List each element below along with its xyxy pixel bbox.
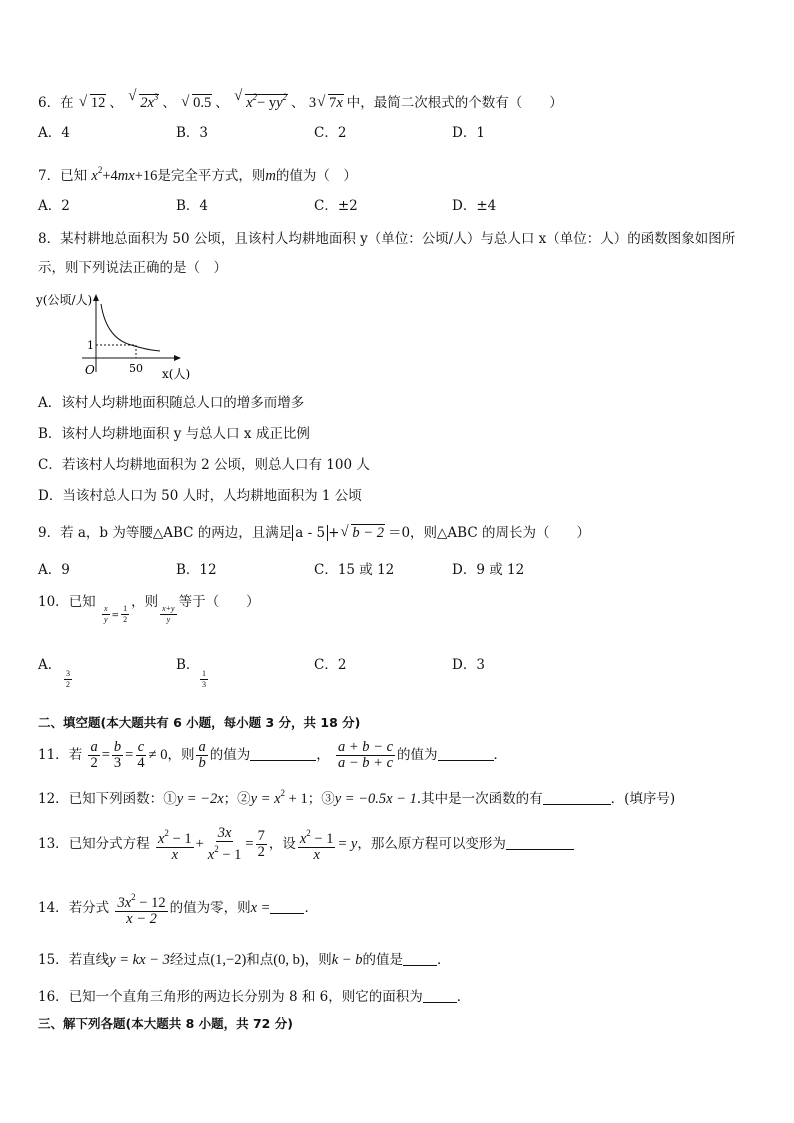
radical: √ $x^2- yy^2$ [234,87,290,113]
math-op: +16 [134,168,158,184]
question-text: 若 a，b 为等腰△ABC 的两边，且满足 [60,525,293,541]
answer-blank[interactable] [506,835,574,850]
y-tick-1: 1 [87,339,94,352]
question-text: 已知分式方程 [68,836,150,852]
question-text: 的值是 [362,952,403,968]
option-a: A．该村人均耕地面积随总人口的增多而增多 [38,395,305,411]
question-number: 10． [38,594,69,610]
section-3-heading: 三、解下列各题(本大题共 8 小题，共 72 分) [38,1016,293,1031]
radical: √ b − 2 [340,523,387,543]
fraction-abc: $\frac{a + b - c}{a - b + c}$ [338,739,394,771]
question-text: ，则 [131,594,159,610]
origin-label: O [85,363,95,377]
circled-3: ③ [321,791,335,807]
option-c: C．2 [314,657,347,673]
math-op: +4 [102,168,118,184]
function-3: y = −0.5x − 1 [334,791,417,807]
option-d: D．当该村总人口为 50 人时，人均耕地面积为 1 公顷 [38,488,362,504]
option-a: A．9 [38,562,70,578]
option-d: D．3 [452,657,485,673]
question-text: 已知 [60,168,88,184]
graph-x-label: x(人) [162,367,191,381]
option-c: C．15 或 12 [314,562,395,578]
question-text: 的值为 [209,747,251,763]
question-text: 已知下列函数： [68,791,164,807]
question-13 [38,826,574,862]
question-text: 已知 [68,594,96,610]
y-axis-arrow [93,294,99,301]
absolute-value: a - 5 [292,525,328,541]
math-op: + [195,836,204,852]
fraction-a-over-b: $\frac{a}{b}$ [198,739,206,771]
option-a: A．4 [38,125,70,141]
question-8 [38,229,735,249]
fraction-eq-2: $\frac{3x}{x^2 - 1}$ [207,825,242,863]
fraction-7-2: $\frac{7}{2}$ [257,828,265,860]
question-number: 15． [38,952,69,968]
period: ． [436,952,451,968]
question-text: ，那么原方程可以变形为 [357,836,506,852]
answer-blank[interactable] [250,746,316,761]
question-text: 是完全平方式，则 [157,168,266,184]
question-text: 若直线 [68,952,110,968]
question-number: 14． [38,900,69,916]
period: ． [456,989,471,1005]
question-8-line2: 示，则下列说法正确的是（ ） [38,260,227,276]
question-number: 12． [38,791,69,807]
answer-blank[interactable] [423,988,457,1003]
question-number: 7． [38,168,61,184]
math-var: m [265,168,276,184]
question-number: 16． [38,989,69,1005]
question-text: ， [316,747,330,763]
coefficient: 3 [308,95,317,111]
function-2: y = x [250,791,281,807]
question-text: ，则 [167,747,195,763]
option-c: C．±2 [314,198,358,214]
option-b: B．4 [176,198,209,214]
question-text: 若分式 [68,900,110,916]
answer-blank[interactable] [270,899,304,914]
point-1: (1,−2) [210,952,247,968]
question-number: 11． [38,747,69,763]
option-c: C．若该村人均耕地面积为 2 公顷，则总人口有 100 人 [38,457,370,473]
question-text: ，设 [268,836,296,852]
question-text: 的值为零，则 [169,900,251,916]
fraction-one-half: $\frac{1}{2}$ [123,604,128,624]
question-text: 等于（ ） [178,594,260,610]
question-text: ．(填序号) [610,791,676,807]
period: ． [493,747,508,763]
math-expr: = y [337,836,358,852]
question-text: 在 [60,95,74,111]
fraction-c-4: $\frac{c}{4}$ [137,739,145,771]
question-text: 中，最简二次根式的个数有（ ） [346,95,563,111]
function-1: y = −2x [176,791,224,807]
question-7: 7．已知 $x^2+4mx+16$是完全平方式，则m的值为（ ） [38,165,357,184]
question-number: 9． [38,525,61,541]
math-op: = [245,836,254,852]
math-expr: y = kx − 3 [109,952,170,968]
question-text: .其中是一次函数的有 [416,791,543,807]
separator: 、 [162,95,176,111]
math-op: ≠ 0 [148,747,168,763]
fraction-option-b: $\frac{1}{3}$ [202,669,206,689]
math-op: + [328,525,340,541]
question-text: 某村耕地总面积为 50 公顷，且该村人均耕地面积 y（单位：公顷/人）与总人口 x（单位：人）的函数图象如图所 [60,231,736,247]
function-graph [34,290,204,382]
question-text: 的值为 [397,747,438,763]
option-d: D．±4 [452,198,497,214]
question-16 [38,987,470,1007]
question-text: 经过点 [169,952,211,968]
question-text: 的值为（ ） [275,168,357,184]
question-text: 已知一个直角三角形的两边长分别为 8 和 6，则它的面积为 [68,989,423,1005]
question-number: 8． [38,231,61,247]
circled-1: ① [163,791,177,807]
option-b: B．该村人均耕地面积 y 与总人口 x 成正比例 [38,426,310,442]
section-2-heading: 二、填空题(本大题共有 6 小题，每小题 3 分，共 18 分) [38,715,361,730]
fraction-x-over-y: $\frac{x}{y}$ [103,604,108,624]
x-tick-50: 50 [129,362,143,375]
fraction-q14: $\frac{3x^2 - 12}{x - 2}$ [117,892,166,927]
question-6 [38,87,563,113]
option-b: B．12 [176,562,217,578]
question-11: 11．若 $\frac{a}{2}$ = $\frac{b}{3}$ = $\frac{c}{4}$ ≠ 0，则 $\frac{a}{b}$ 的值为 ， $\frac{a + b - c}{a - b + c}$ 的值为 ． [38,739,508,771]
option-c: C．2 [314,125,347,141]
answer-blank[interactable] [438,746,494,761]
separator: 、 [215,95,229,111]
question-14 [38,890,318,926]
radical: √ $2x^3$ [128,87,161,113]
question-number: 13． [38,836,69,852]
math-var: mx [117,168,135,184]
answer-blank[interactable] [403,951,437,966]
option-b: B．3 [176,125,209,141]
option-d: D．9 或 12 [452,562,525,578]
question-text: 若 [68,747,83,763]
fraction-a-2: $\frac{a}{2}$ [90,739,98,771]
point-2: (0, b) [273,952,305,968]
math-op: = [111,611,120,621]
separator: 、 [109,95,123,111]
answer-blank[interactable] [543,790,611,805]
math-expr: x = [250,900,271,916]
separator: ； [223,791,238,807]
x-axis-arrow [174,355,181,361]
graph-y-label: y(公顷/人) [36,293,93,307]
circled-2: ② [237,791,251,807]
function-2-tail: + 1 [285,791,308,807]
fraction-eq-1: $\frac{x^2 - 1}{x}$ [157,828,192,863]
question-number: 6． [38,95,61,111]
radical: √ 12 [79,93,109,113]
question-text: 和点 [246,952,274,968]
fraction-substitution: $\frac{x^2 - 1}{x}$ [299,828,334,863]
fraction-xy-over-y: $\frac{x+y}{y}$ [162,604,175,624]
question-10 [38,592,260,628]
fraction-b-3: $\frac{b}{3}$ [113,739,122,771]
hyperbola-curve [101,304,160,351]
question-15 [38,950,450,970]
option-a: A．2 [38,198,70,214]
radical: √ 0.5 [181,93,214,113]
period: ． [304,900,318,916]
question-12: 12．已知下列函数：①y = −2x；②y = $x^2 + 1$；③y = −0.5x − 1.其中是一次函数的有 ．(填序号) [38,788,676,807]
radical: √ 7x [317,93,346,113]
option-d: D．1 [452,125,485,141]
separator: ； [307,791,322,807]
question-9 [38,523,590,543]
separator: 、 [291,95,305,111]
question-text: ，则 [304,952,332,968]
math-var: x [91,168,98,184]
option-b: B． $\frac{1}{3}$ [176,657,206,689]
math-expr: k − b [331,952,363,968]
fraction-option-a: $\frac{3}{2}$ [66,669,70,689]
question-text: ＝0，则△ABC 的周长为（ ） [387,525,590,541]
option-a: A． $\frac{3}{2}$ [38,657,70,689]
